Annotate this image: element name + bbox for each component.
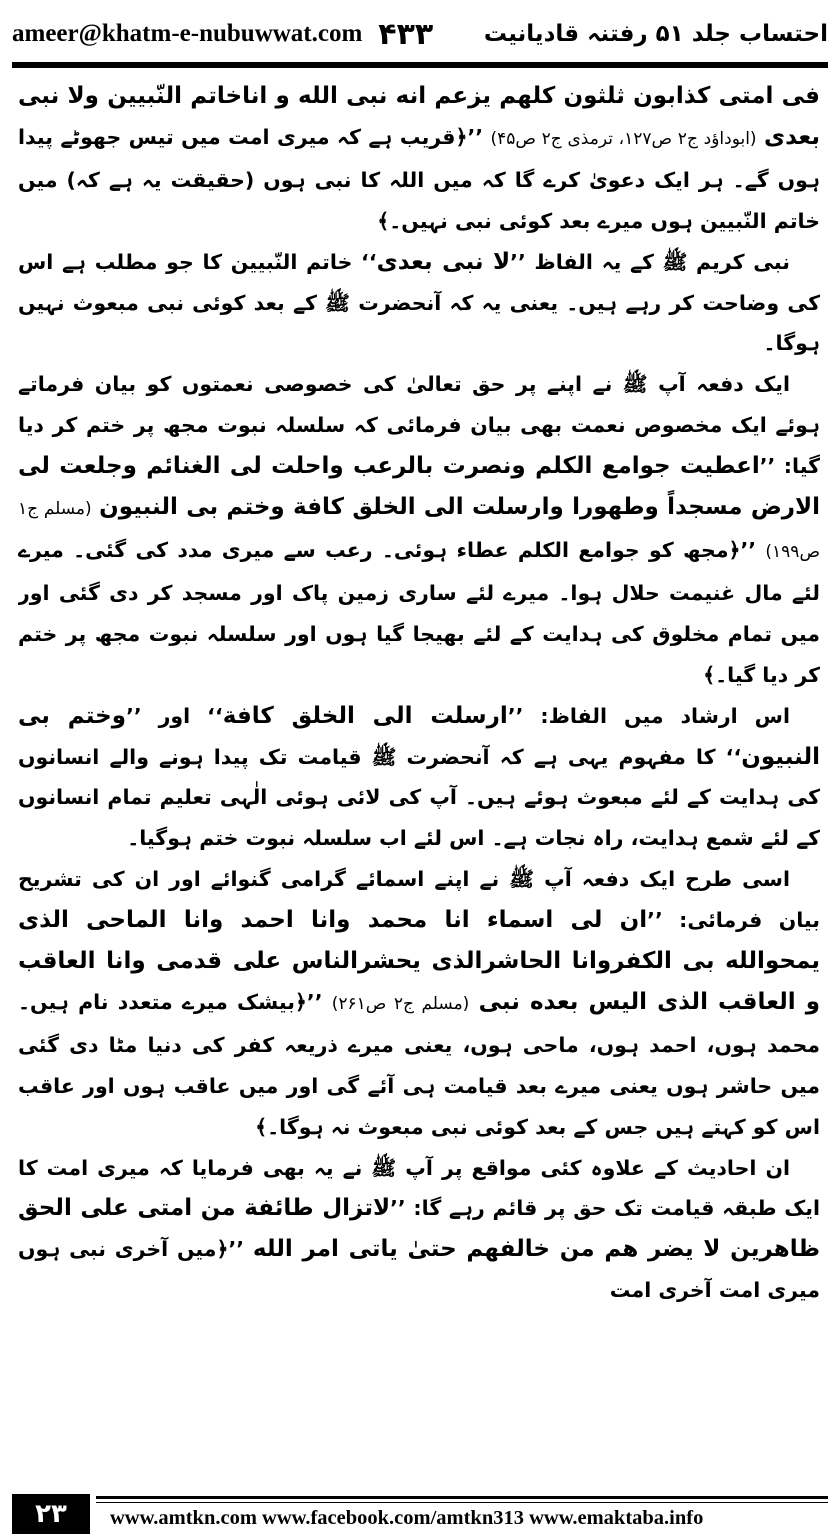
p4-arabic-2: وختم بی النبیون xyxy=(18,702,820,770)
p2-text-a: نبی کریم ﷺ کے یہ الفاظ ’’ xyxy=(510,249,790,274)
header-email: ameer@khatm-e-nubuwwat.com xyxy=(12,20,363,47)
paragraph-4 xyxy=(18,696,820,860)
translation-1: ’’﴿قریب ہے کہ میری امت میں تیس جھوٹے پیدا ہوں گے۔ ہر ایک دعویٰ کرے گا کہ میں اللہ کا نبی ہوں (حقیقت یہ ہے کہ) میں خاتم النّبیین ہوں میرے بعد کوئی نبی نہیں۔﴾ xyxy=(18,124,820,233)
hadith-arabic-1: فی امتی کذابون ثلثون کلهم یزعم انه نبی الله و اناخاتم النّبیین ولا نبی بعدی xyxy=(18,83,820,150)
p4-text-a: اس ارشاد میں الفاظ: ’’ xyxy=(507,703,790,728)
header-rule xyxy=(12,62,828,68)
footer-rule-thin xyxy=(96,1502,828,1503)
p2-arabic: لا نبی بعدی xyxy=(376,248,511,275)
footer-rule-thick xyxy=(96,1496,828,1499)
p2-text-b: ‘‘ خاتم النّبیین کا جو مطلب ہے اس کی وضاحت کر رہے ہیں۔ یعنی یہ کہ آنحضرت ﷺ کے بعد کوئی نبی مبعوث نہیں ہوگا۔ xyxy=(18,249,820,356)
reference-2: (مسلم ج۱ ص۱۹۹) xyxy=(18,499,820,562)
paragraph-6 xyxy=(18,1148,820,1312)
footer-page-box: ۲۳ xyxy=(12,1494,90,1534)
paragraph-3 xyxy=(18,364,820,695)
page-number: ۴۳۳ xyxy=(378,16,434,52)
reference-1: (ابوداؤد ج۲ ص۱۲۷، ترمذی ج۲ ص۴۵) xyxy=(490,128,757,149)
hadith-arabic-3: ان لی اسماء انا محمد وانا احمد وانا الماحی الذی یمحوالله بی الکفروانا الحاشرالذی یحشرالناس علی قدمی وانا العاقب و العاقب الذی الیس بعده نبی xyxy=(18,907,820,1015)
footer-urls: www.amtkn.com www.facebook.com/amtkn313 www.emaktaba.info xyxy=(110,1507,704,1529)
reference-3: (مسلم ج۲ ص۲۶۱) xyxy=(331,993,470,1014)
p6-text: ان احادیث کے علاوہ کئی مواقع پر آپ ﷺ نے یہ بھی فرمایا کہ میری امت کا ایک طبقہ قیامت تک حق پر قائم رہے گا: ’’ xyxy=(18,1155,820,1221)
p4-arabic-1: ارسلت الی الخلق کافة xyxy=(222,702,508,729)
hadith-arabic-4: لاتزال طائفة من امتی علی الحق ظاهرین لا یضر هم من خالفهم حتیٰ یاتی امر الله xyxy=(18,1195,820,1263)
page-header xyxy=(12,8,828,60)
header-left xyxy=(12,17,433,52)
translation-3: ’’﴿بیشک میرے متعدد نام ہیں۔ محمد ہوں، احمد ہوں، ماحی ہوں، یعنی میرے ذریعہ کفر کی دنیا مٹا دی گئی میں حاشر ہوں یعنی میرے بعد قیامت ہی آئے گی اور میں عاقب ہوں اور عاقب اس کو کہتے ہیں جس کے بعد کوئی نبی مبعوث نہ ہوگا۔﴾ xyxy=(18,989,820,1139)
p4-text-b: ‘‘ کا مفہوم یہی ہے کہ آنحضرت ﷺ قیامت تک پیدا ہونے والے انسانوں کی ہدایت کے لئے مبعوث ہوئے ہیں۔ آپ کی لائی ہوئی الٰہی تعلیم تمام انسانوں کے لئے شمع ہدایت، راہ نجات ہے۔ اس لئے اب سلسلہ نبوت ختم ہوگیا۔ xyxy=(18,744,820,851)
page-body xyxy=(18,76,820,1484)
hadith-arabic-2: اعطیت جوامع الکلم ونصرت بالرعب واحلت لی الغنائم وجلعت لی الارض مسجداً وطهورا وارسلت الی الخلق کافة وختم بی النبیون xyxy=(18,453,820,521)
p5-text: اسی طرح ایک دفعہ آپ ﷺ نے اپنے اسمائے گرامی گنوائے اور ان کی تشریح بیان فرمائی: ’’ xyxy=(18,867,820,933)
paragraph-2 xyxy=(18,242,820,365)
translation-4: ’’﴿میں آخری نبی ہوں میری امت آخری امت xyxy=(18,1237,820,1303)
paragraph-5 xyxy=(18,859,820,1147)
paragraph-1 xyxy=(18,76,820,242)
page-footer xyxy=(0,1492,840,1536)
book-title: احتساب جلد ۵۱ رفتنہ قادیانیت xyxy=(483,21,828,47)
translation-2: ’’﴿مجھ کو جوامع الکلم عطاء ہوئی۔ رعب سے میری مدد کی گئی۔ میرے لئے مال غنیمت حلال ہوا۔ میرے لئے ساری زمین پاک اور مسجد کر دی گئی اور میں تمام مخلوق کی ہدایت کے لئے بھیجا گیا ہوں اور سلسلہ نبوت مجھ پر ختم کر دیا گیا۔﴾ xyxy=(18,537,820,687)
p4-text-mid: ‘‘ اور ’’ xyxy=(126,703,223,728)
p3-text: ایک دفعہ آپ ﷺ نے اپنے پر حق تعالیٰ کی خصوصی نعمتوں کو بیان فرماتے ہوئے ایک مخصوص نعمت بھی بیان فرمائی کہ سلسلہ نبوت مجھ پر ختم کر دیا گیا: ’’ xyxy=(18,372,820,479)
